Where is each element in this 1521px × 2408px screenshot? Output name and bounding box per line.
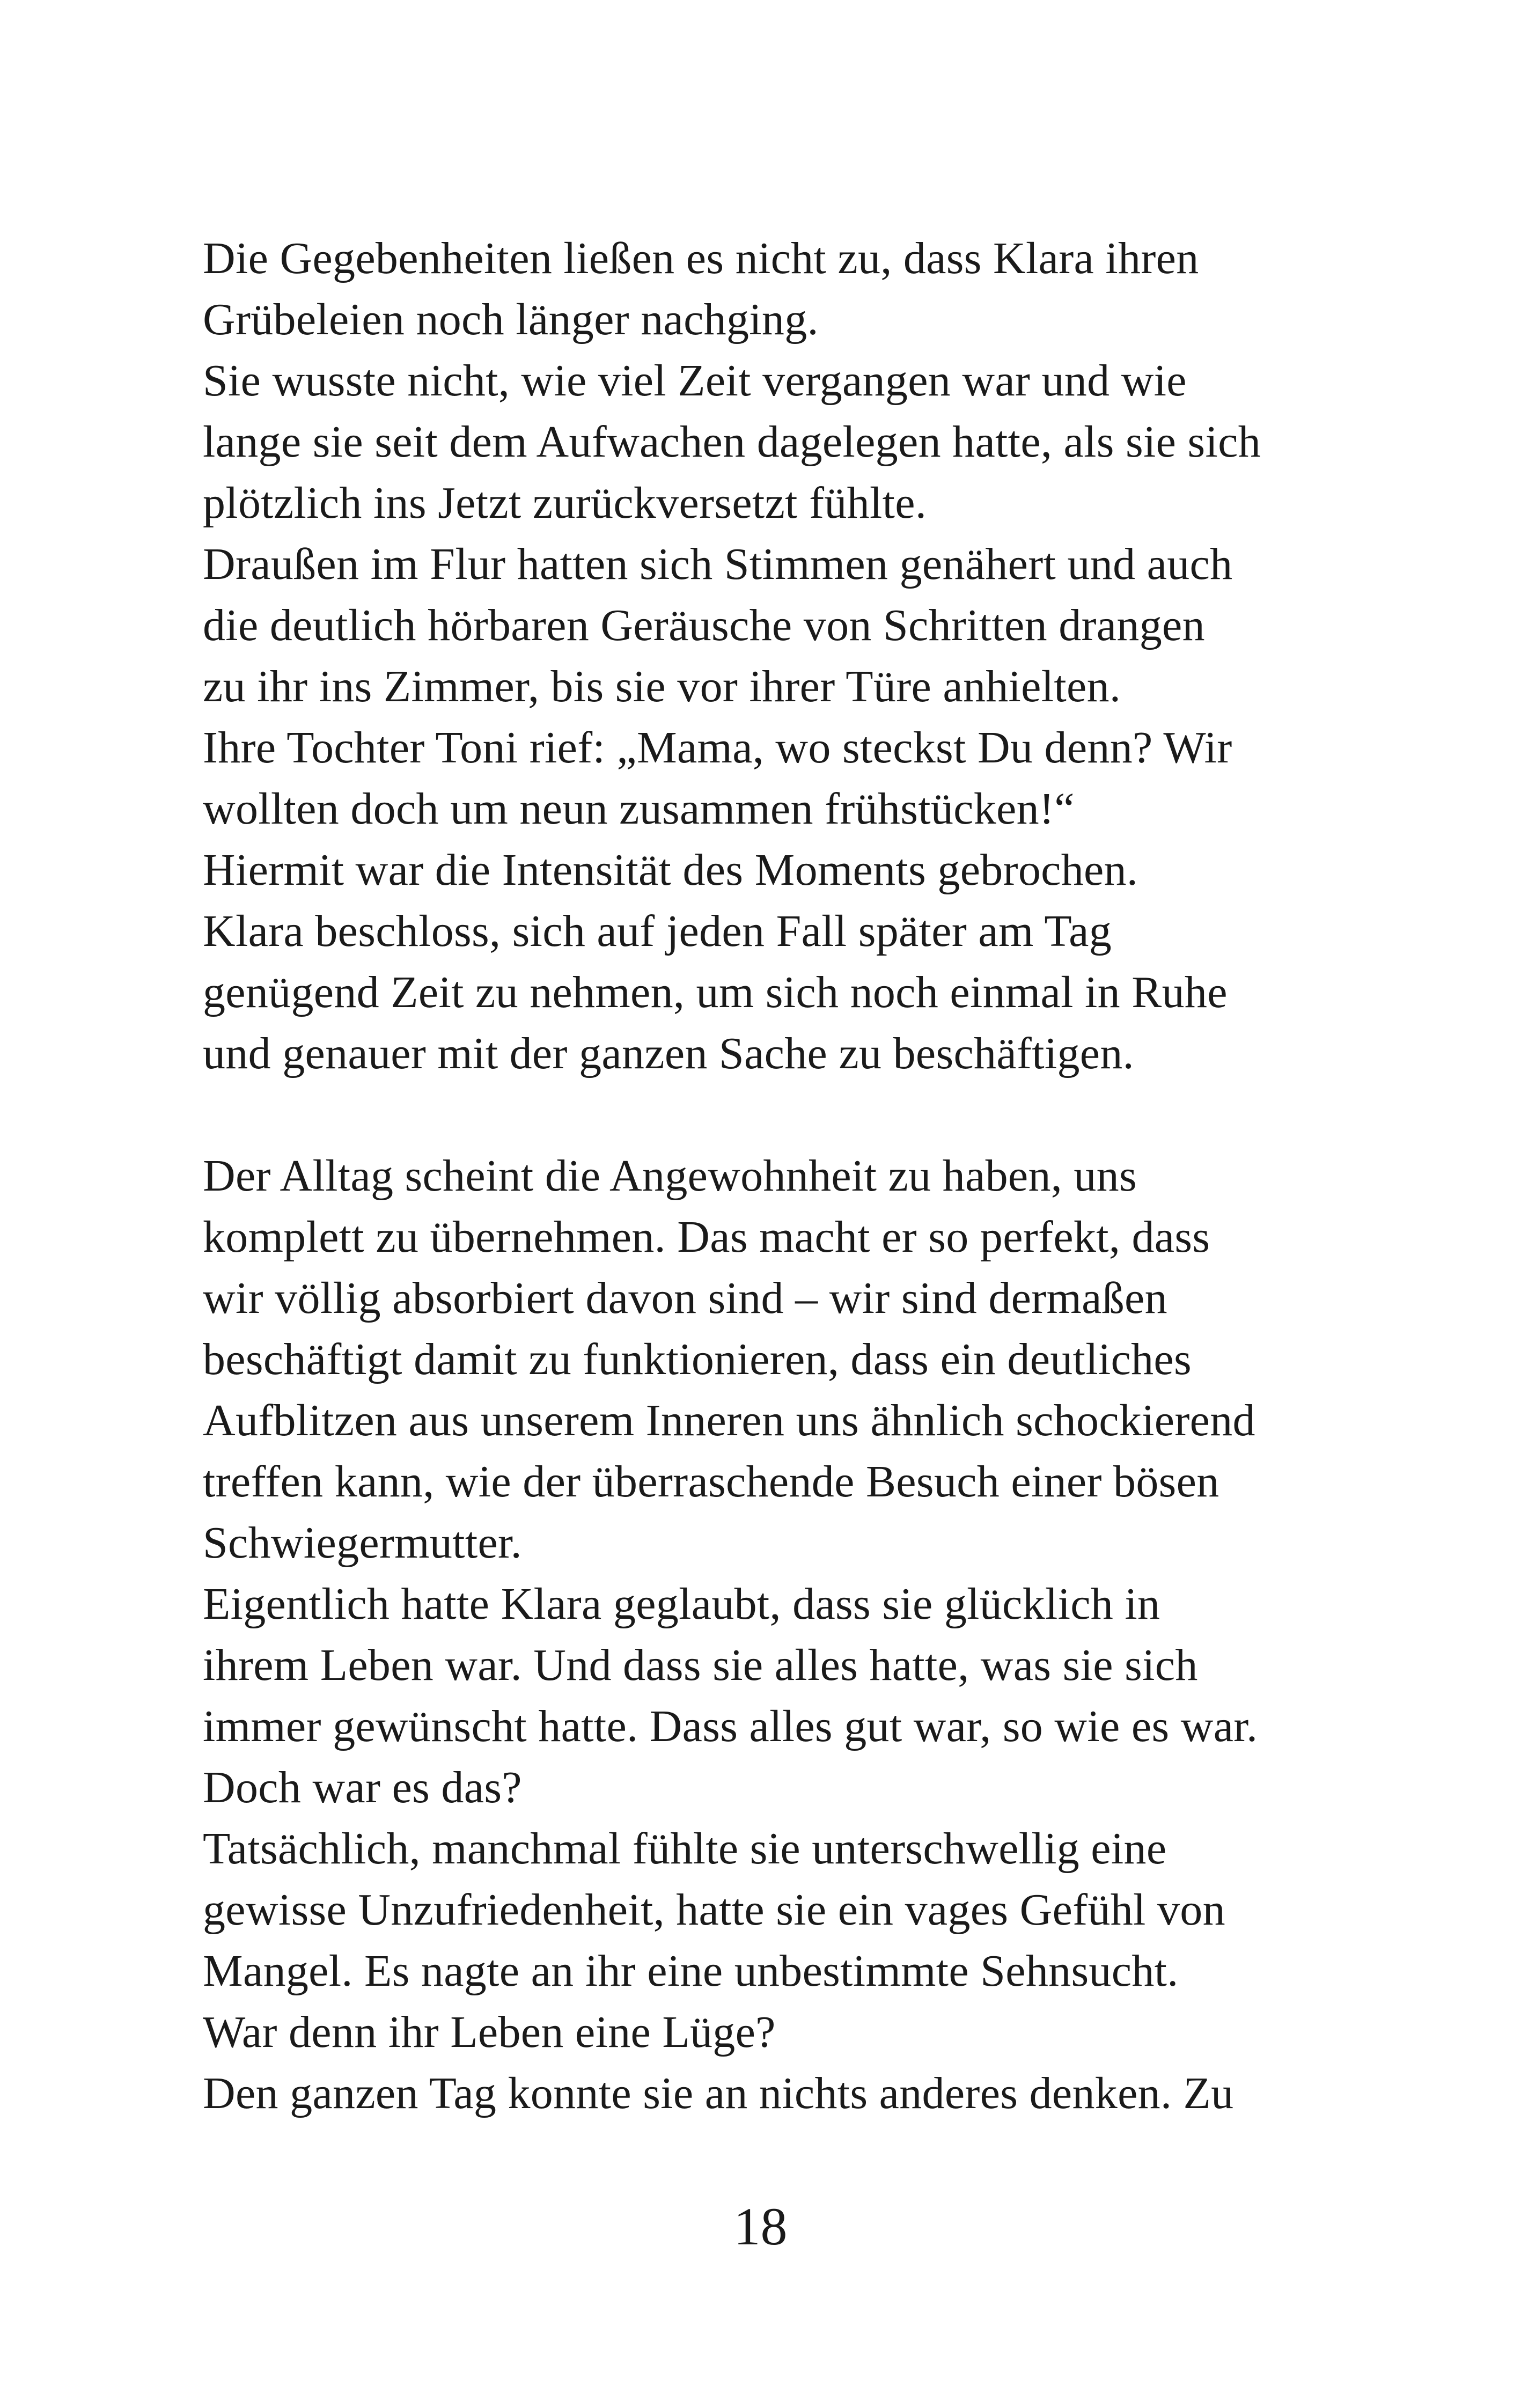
- text-line: immer gewünscht hatte. Dass alles gut war, so wie es war.: [203, 1701, 1258, 1751]
- text-line: Hiermit war die Intensität des Moments gebrochen.: [203, 845, 1138, 895]
- text-line: Draußen im Flur hatten sich Stimmen genähert und auch: [203, 539, 1233, 589]
- text-line: ihrem Leben war. Und dass sie alles hatte, was sie sich: [203, 1640, 1198, 1690]
- text-line: wollten doch um neun zusammen frühstücken!“: [203, 784, 1075, 834]
- text-line: Die Gegebenheiten ließen es nicht zu, dass Klara ihren: [203, 233, 1199, 283]
- text-line: Tatsächlich, manchmal fühlte sie unterschwellig eine: [203, 1824, 1167, 1874]
- text-line: plötzlich ins Jetzt zurückversetzt fühlte.: [203, 478, 927, 528]
- text-line: Sie wusste nicht, wie viel Zeit vergangen war und wie: [203, 356, 1187, 406]
- text-line: zu ihr ins Zimmer, bis sie vor ihrer Türe anhielten.: [203, 662, 1121, 711]
- text-line: Der Alltag scheint die Angewohnheit zu haben, uns: [203, 1151, 1137, 1201]
- text-line: beschäftigt damit zu funktionieren, dass ein deutliches: [203, 1334, 1192, 1384]
- text-line: Klara beschloss, sich auf jeden Fall später am Tag: [203, 906, 1112, 956]
- text-line: Aufblitzen aus unserem Inneren uns ähnlich schockierend: [203, 1396, 1255, 1445]
- text-line: gewisse Unzufriedenheit, hatte sie ein vages Gefühl von: [203, 1885, 1225, 1935]
- text-line: Eigentlich hatte Klara geglaubt, dass sie glücklich in: [203, 1579, 1160, 1629]
- text-line: Schwiegermutter.: [203, 1518, 522, 1568]
- page-number: 18: [733, 2197, 788, 2256]
- text-line: lange sie seit dem Aufwachen dagelegen hatte, als sie sich: [203, 417, 1261, 467]
- text-line: War denn ihr Leben eine Lüge?: [203, 2007, 776, 2057]
- text-line: genügend Zeit zu nehmen, um sich noch einmal in Ruhe: [203, 967, 1228, 1017]
- text-line: und genauer mit der ganzen Sache zu beschäftigen.: [203, 1029, 1134, 1078]
- paragraph-break: [203, 1084, 1340, 1146]
- text-line: wir völlig absorbiert davon sind – wir sind dermaßen: [203, 1273, 1167, 1323]
- text-line: komplett zu übernehmen. Das macht er so perfekt, dass: [203, 1212, 1210, 1262]
- text-line: Den ganzen Tag konnte sie an nichts anderes denken. Zu: [203, 2068, 1234, 2118]
- text-line: Grübeleien noch länger nachging.: [203, 295, 819, 344]
- text-line: Mangel. Es nagte an ihr eine unbestimmte Sehnsucht.: [203, 1946, 1179, 1996]
- page-body-text: [203, 228, 1340, 2124]
- text-line: die deutlich hörbaren Geräusche von Schritten drangen: [203, 600, 1205, 650]
- text-line: Doch war es das?: [203, 1763, 522, 1812]
- text-line: treffen kann, wie der überraschende Besuch einer bösen: [203, 1457, 1219, 1507]
- text-line: Ihre Tochter Toni rief: „Mama, wo steckst Du denn? Wir: [203, 723, 1232, 773]
